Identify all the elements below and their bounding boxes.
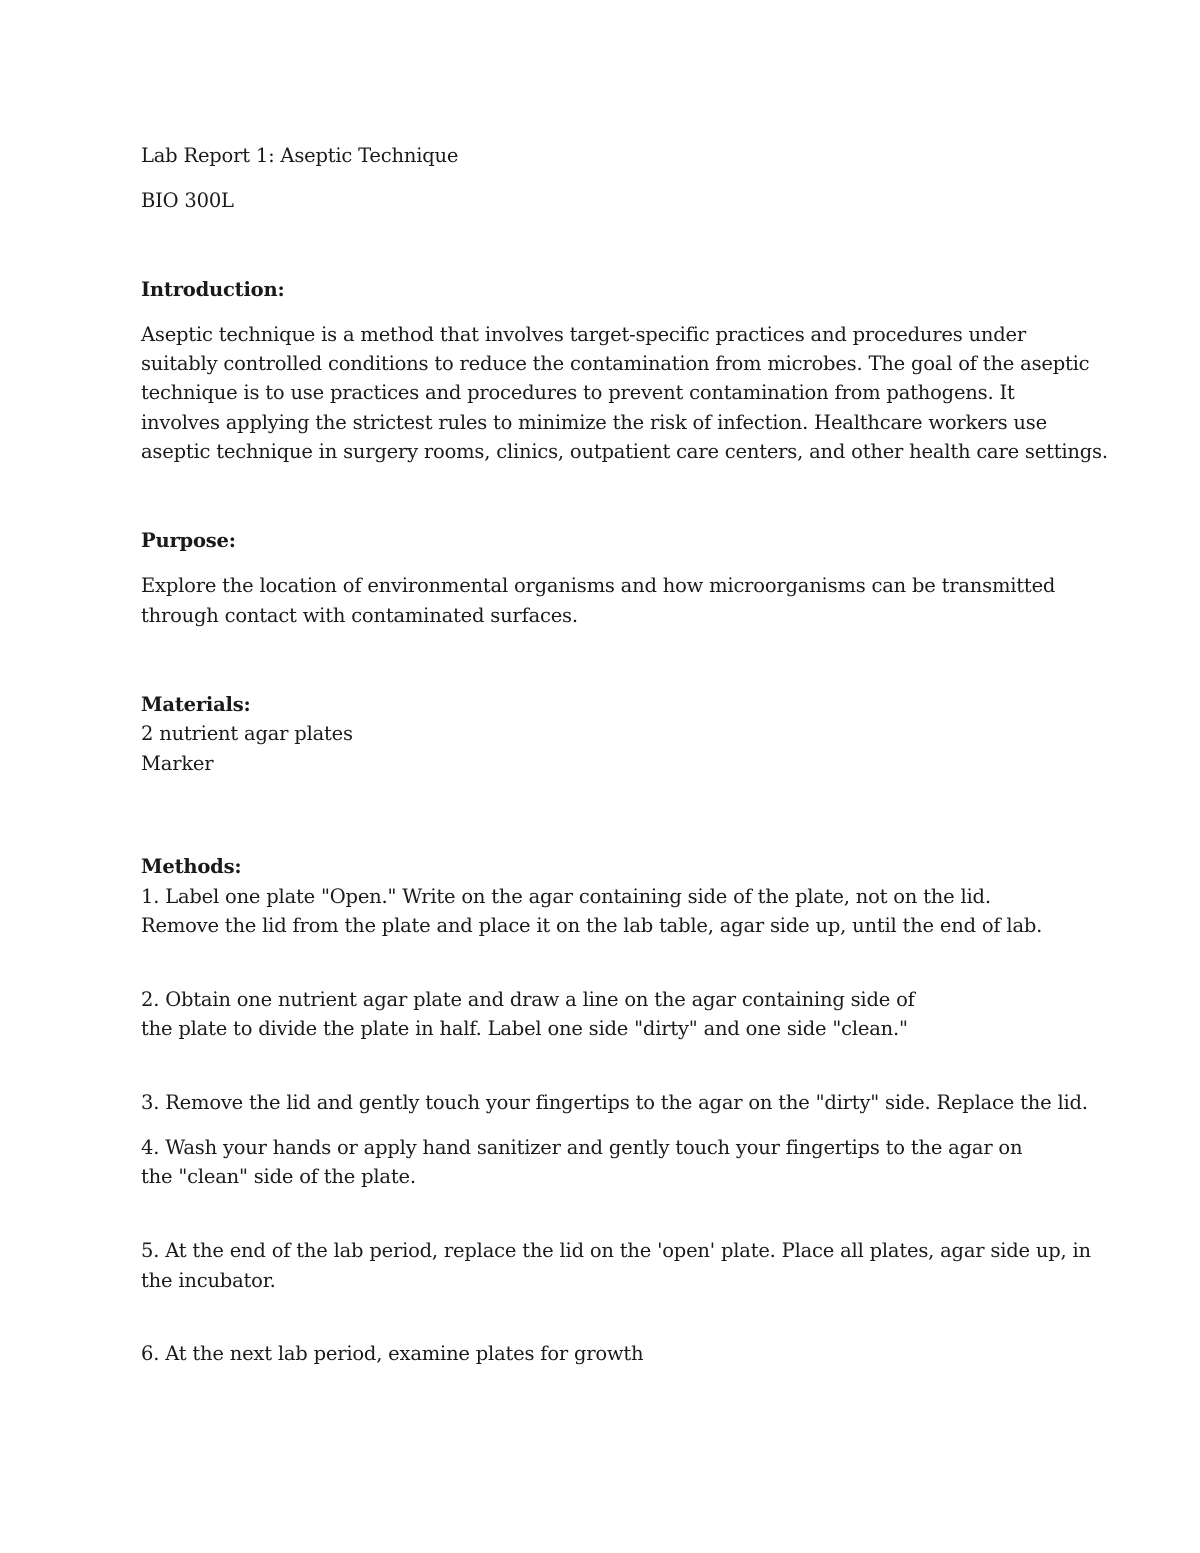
method-step-1-line: Remove the lid from the plate and place it on the lab table, agar side up, until the end of lab. — [141, 914, 1043, 937]
methods-heading: Methods: — [141, 855, 242, 878]
purpose-text-line: through contact with contaminated surfaces. — [141, 604, 578, 627]
method-step-5-line: 5. At the end of the lab period, replace the lid on the 'open' plate. Place all plates, agar side up, in — [141, 1239, 1091, 1262]
purpose-heading: Purpose: — [141, 529, 236, 552]
materials-item: 2 nutrient agar plates — [141, 722, 353, 745]
method-step-1-line: 1. Label one plate "Open." Write on the agar containing side of the plate, not on the lid. — [141, 885, 991, 908]
method-step-3-line: 3. Remove the lid and gently touch your fingertips to the agar on the "dirty" side. Replace the lid. — [141, 1091, 1088, 1114]
method-step-2-line: the plate to divide the plate in half. Label one side "dirty" and one side "clean." — [141, 1017, 908, 1040]
course-code: BIO 300L — [141, 189, 234, 212]
method-step-2-line: 2. Obtain one nutrient agar plate and draw a line on the agar containing side of — [141, 988, 915, 1011]
materials-item: Marker — [141, 752, 214, 775]
introduction-heading: Introduction: — [141, 278, 285, 301]
introduction-text-line: aseptic technique in surgery rooms, clinics, outpatient care centers, and other health care settings. — [141, 440, 1108, 463]
materials-heading: Materials: — [141, 693, 251, 716]
method-step-5-line: the incubator. — [141, 1269, 276, 1292]
introduction-text-line: technique is to use practices and procedures to prevent contamination from pathogens. It — [141, 381, 1015, 404]
method-step-4-line: 4. Wash your hands or apply hand sanitizer and gently touch your fingertips to the agar on — [141, 1136, 1023, 1159]
introduction-text-line: involves applying the strictest rules to minimize the risk of infection. Healthcare workers use — [141, 411, 1047, 434]
purpose-text-line: Explore the location of environmental organisms and how microorganisms can be transmitted — [141, 574, 1056, 597]
method-step-4-line: the "clean" side of the plate. — [141, 1165, 416, 1188]
introduction-text-line: Aseptic technique is a method that involves target-specific practices and procedures under — [141, 323, 1026, 346]
document-title: Lab Report 1: Aseptic Technique — [141, 144, 459, 167]
method-step-6-line: 6. At the next lab period, examine plates for growth — [141, 1342, 644, 1365]
introduction-text-line: suitably controlled conditions to reduce the contamination from microbes. The goal of the aseptic — [141, 352, 1090, 375]
